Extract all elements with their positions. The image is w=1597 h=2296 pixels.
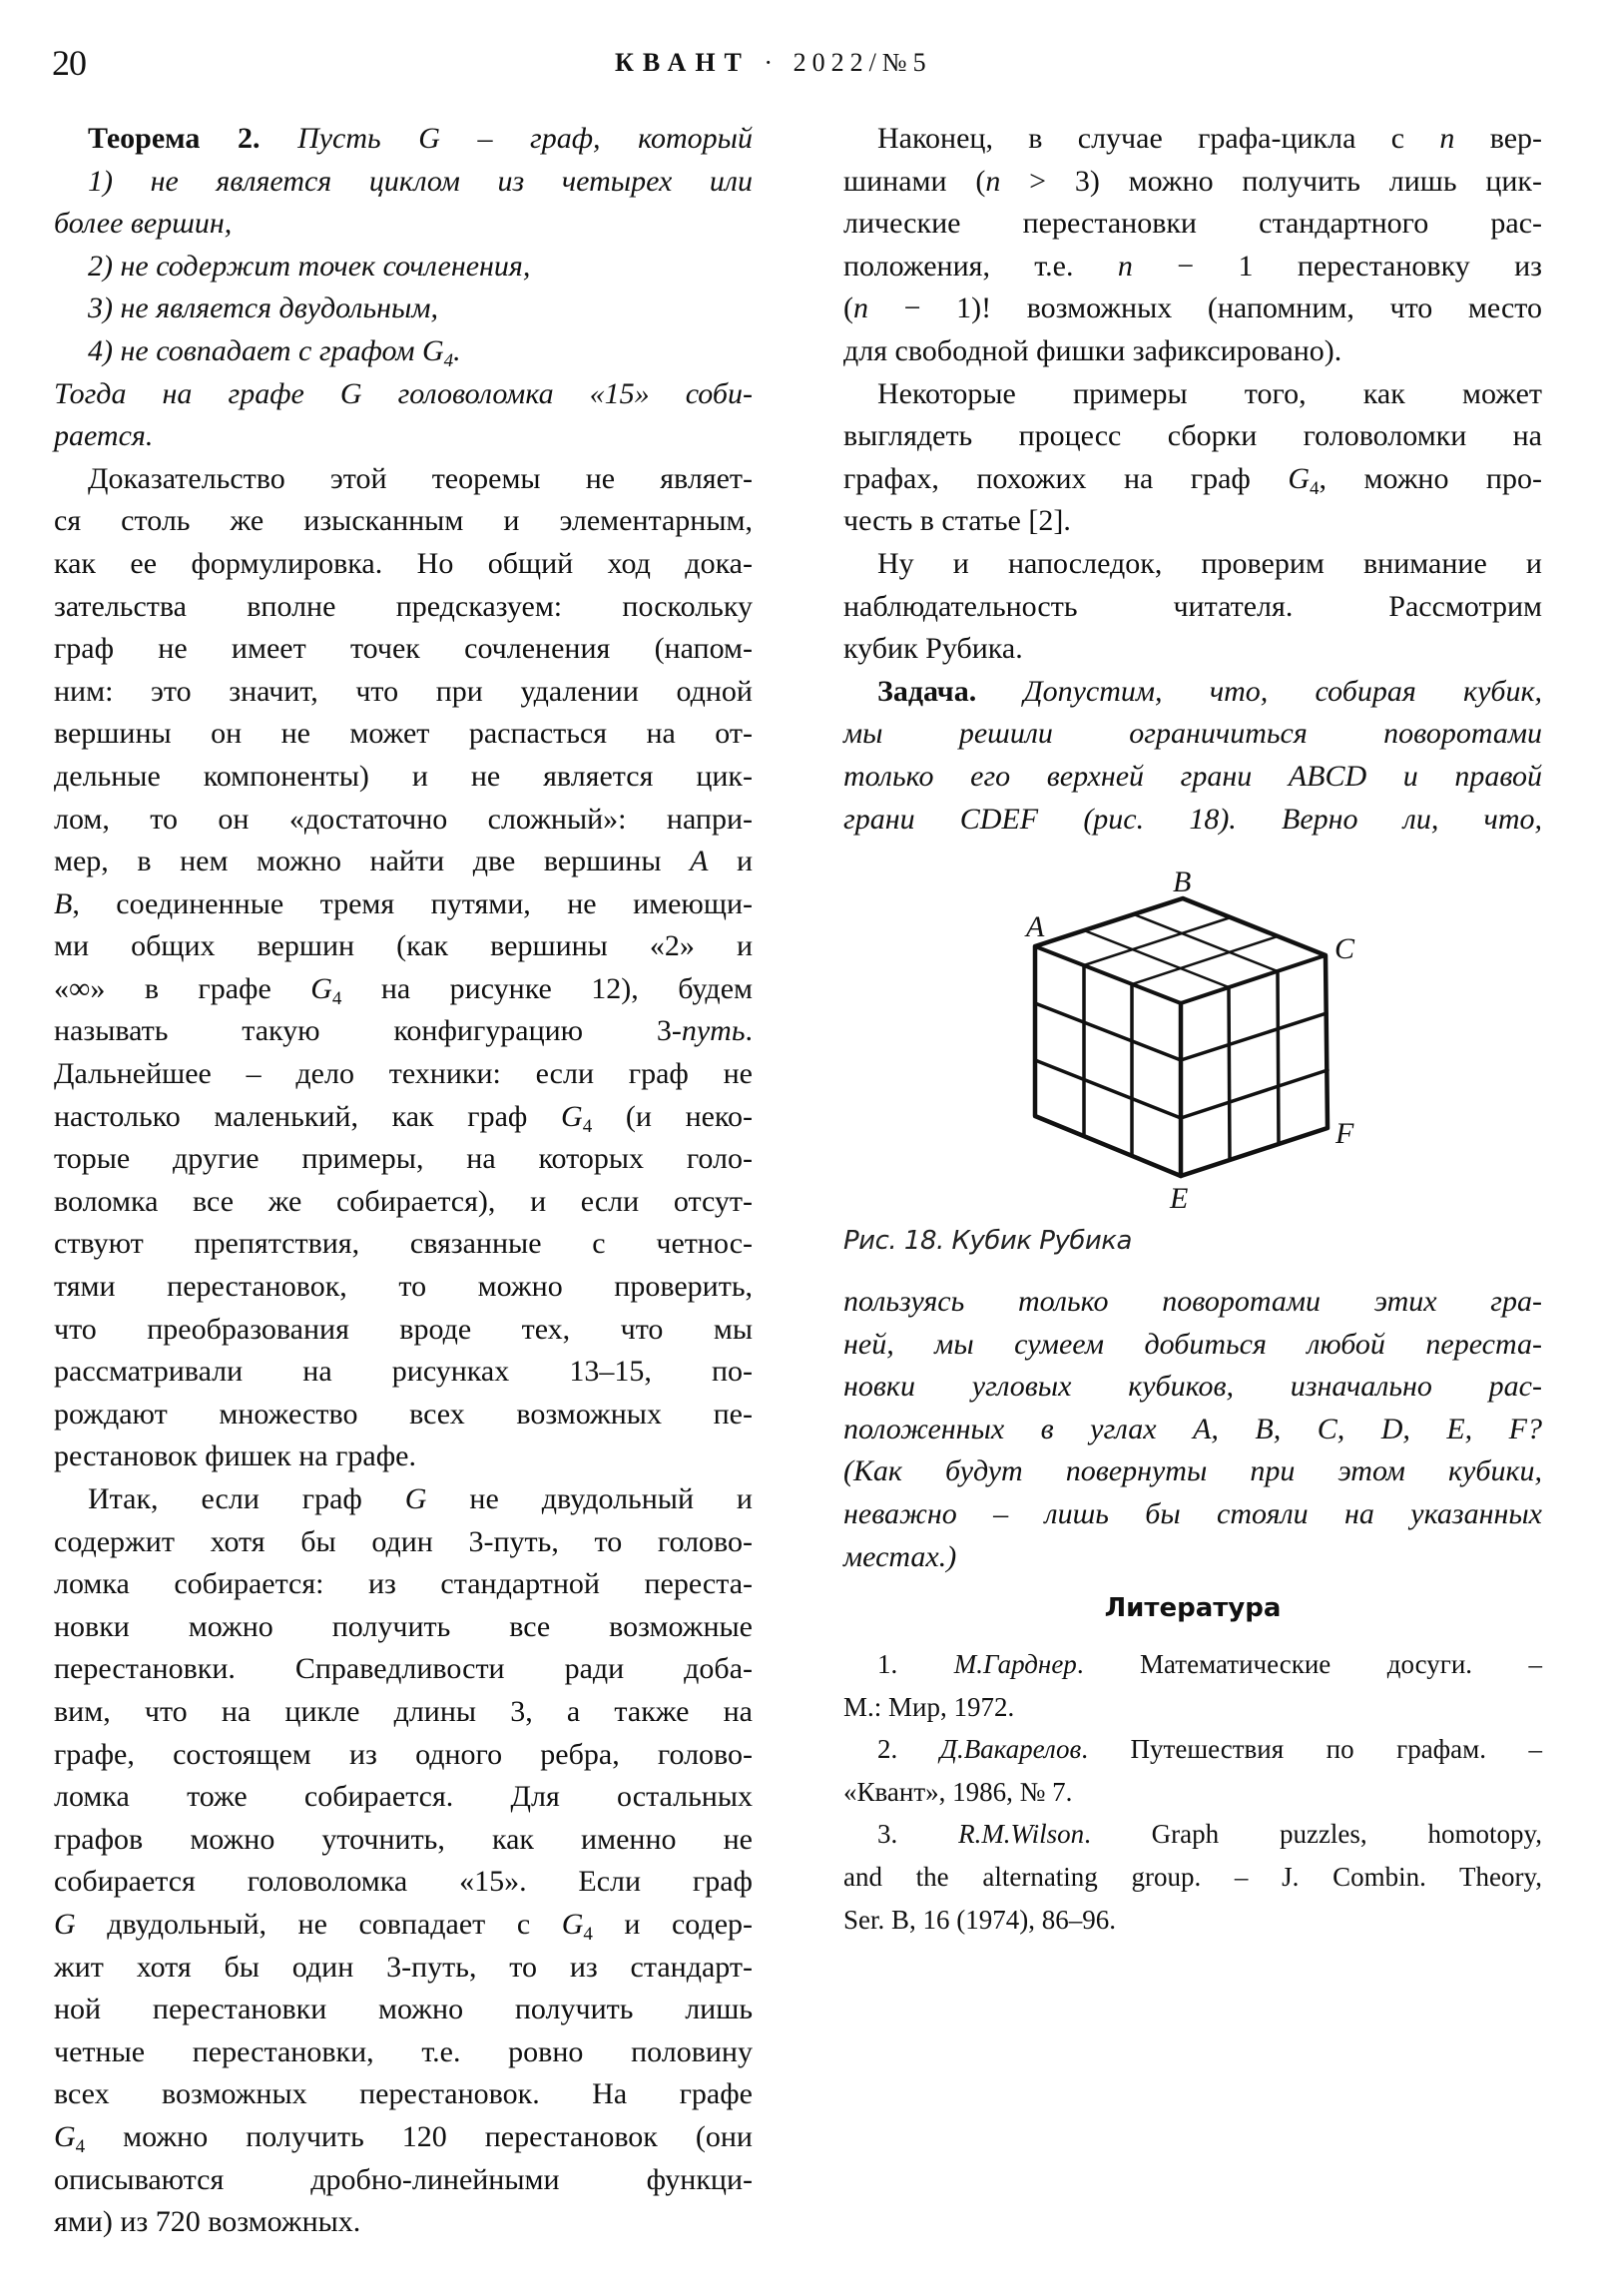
paragraph-line: неважно – лишь бы стояли на указанных <box>843 1496 1542 1530</box>
magazine-title: КВАНТ <box>615 48 751 77</box>
paragraph-line: вершины он не может распасться на от- <box>54 717 753 751</box>
paragraph-line: Наконец, в случае графа-цикла с n вер- <box>877 122 1543 155</box>
paragraph-line: (n − 1)! возможных (напомним, что место <box>843 291 1542 325</box>
theorem-conclusion: рается. <box>54 419 154 453</box>
paragraph-line: ломка тоже собирается. Для остальных <box>54 1780 753 1814</box>
paragraph-line: новки можно получить все возможные <box>54 1609 753 1643</box>
reference-item: 2. Д.Вакарелов. Путешествия по графам. – <box>877 1734 1543 1765</box>
paragraph-line: честь в статье [2]. <box>843 504 1071 538</box>
paragraph-line: собирается головоломка «15». Если граф <box>54 1865 753 1899</box>
theorem-heading <box>54 118 753 161</box>
paragraph-line: называть такую конфигурацию 3-путь. <box>54 1014 753 1048</box>
paragraph-line: ной перестановки можно получить лишь <box>54 1993 753 2026</box>
paragraph-line: торые другие примеры, на которых голо- <box>54 1142 753 1176</box>
vertex-label-c: C <box>1334 932 1355 965</box>
vertex-label-a: A <box>1026 910 1045 943</box>
paragraph-line: для свободной фишки зафиксировано). <box>843 333 1342 367</box>
theorem-conclusion: Тогда на графе G головоломка «15» соби- <box>54 376 753 410</box>
paragraph-line: дельные компоненты) и не является цик- <box>54 759 753 793</box>
paragraph-line: B, соединенные тремя путями, не имеющи- <box>54 886 753 920</box>
paragraph-line: грани CDEF (рис. 18). Верно ли, что, <box>843 802 1542 836</box>
paragraph-line: ней, мы сумеем добиться любой переста- <box>843 1327 1542 1361</box>
paragraph-line: описываются дробно-линейными функци- <box>54 2162 753 2196</box>
paragraph-line: G двудольный, не совпадает с $G_4$ и содер- <box>54 1907 754 1945</box>
paragraph-line: $G_4$ можно получить 120 перестановок (они <box>54 2119 753 2157</box>
paragraph-line: только его верхней грани ABCD и правой <box>843 759 1542 793</box>
paragraph-line: настолько маленький, как граф $G_4$ (и неко- <box>54 1099 753 1137</box>
paragraph-line: ним: это значит, что при удалении одной <box>54 674 753 708</box>
paragraph-line: вим, что на цикле длины 3, а также на <box>54 1694 753 1728</box>
reference-item-cont: М.: Мир, 1972. <box>843 1691 1015 1722</box>
reference-item: 1. М.Гарднер. Математические досуги. – <box>877 1649 1543 1679</box>
issue-number: 2022/№5 <box>793 48 932 77</box>
paragraph-line: воломка все же собирается), и если отсут- <box>54 1184 753 1218</box>
paragraph-line: Ну и напоследок, проверим внимание и <box>877 546 1542 580</box>
paragraph-line: мы решили ограничиться поворотами <box>843 717 1542 751</box>
paragraph-line: содержит хотя бы один 3-путь, то голово- <box>54 1524 753 1558</box>
paragraph-line: жит хотя бы один 3-путь, то из стандарт- <box>54 1950 753 1984</box>
paragraph-line: графов можно уточнить, как именно не <box>54 1822 753 1856</box>
paragraph-line: перестановки. Справедливости ради доба- <box>54 1652 753 1686</box>
vertex-label-f: F <box>1335 1117 1354 1150</box>
paragraph-line: положения, т.е. n − 1 перестановку из <box>843 249 1542 283</box>
paragraph-line: лические перестановки стандартного рас- <box>843 207 1542 241</box>
paragraph-line: Некоторые примеры того, как может <box>877 376 1542 410</box>
paragraph-line: лом, то он «достаточно сложный»: напри- <box>54 802 753 836</box>
paragraph-line: выглядеть процесс сборки головоломки на <box>843 419 1542 453</box>
vertex-label-e: E <box>1170 1182 1189 1215</box>
reference-list <box>843 1643 1542 1941</box>
right-column <box>843 118 1542 841</box>
vertex-label-b: B <box>1173 865 1192 898</box>
paragraph-line: ломка собирается: из стандартной переста- <box>54 1567 753 1601</box>
theorem-condition: более вершин, <box>54 207 233 241</box>
paragraph-line: ствуют препятствия, связанные с четнос- <box>54 1227 753 1261</box>
paragraph-line: тями перестановок, то можно проверить, <box>54 1270 753 1304</box>
theorem-intro: Пусть G – граф, который <box>297 122 753 155</box>
theorem-condition: 2) не содержит точек сочленения, <box>88 249 531 283</box>
paragraph-line: шинами (n > 3) можно получить лишь цик- <box>843 164 1542 198</box>
paragraph-line: графе, состоящем из одного ребра, голово- <box>54 1737 753 1771</box>
paragraph-line: графах, похожих на граф $G_4$, можно про- <box>843 461 1542 499</box>
paragraph-line: (Как будут повернуты при этом кубики, <box>843 1454 1542 1488</box>
paragraph-line: что преобразования вроде тех, что мы <box>54 1312 753 1346</box>
left-column <box>54 118 753 2244</box>
paragraph-line: пользуясь только поворотами этих гра- <box>843 1285 1542 1318</box>
paragraph-line: Дальнейшее – дело техники: если граф не <box>54 1057 753 1091</box>
paragraph-line: Доказательство этой теоремы не являет- <box>88 461 753 495</box>
reference-item-cont: «Квант», 1986, № 7. <box>843 1776 1073 1807</box>
paragraph-line: «∞» в графе $G_4$ на рисунке 12), будем <box>54 971 753 1009</box>
reference-item: 3. R.M.Wilson. Graph puzzles, homotopy, <box>877 1819 1542 1850</box>
task-label: Задача. <box>877 674 977 708</box>
paragraph-line: кубик Рубика. <box>843 632 1023 666</box>
paragraph-line: рождают множество всех возможных пе- <box>54 1397 753 1431</box>
theorem-condition: 3) не является двудольным, <box>88 291 438 325</box>
theorem-label: Теорема 2. <box>88 122 261 155</box>
figure-caption: Рис. 18. Кубик Рубика <box>843 1226 1132 1256</box>
running-head <box>615 48 932 78</box>
paragraph-line: зательства вполне предсказуем: поскольку <box>54 589 753 623</box>
paragraph-line: четные перестановки, т.е. ровно половину <box>54 2034 753 2068</box>
paragraph-line: как ее формулировка. Но общий ход дока- <box>54 546 753 580</box>
paragraph-line: ями) из 720 возможных. <box>54 2205 361 2239</box>
page-number: 20 <box>52 43 86 83</box>
task-heading: Задача. Допустим, что, собирая кубик, <box>877 674 1543 708</box>
header-separator: · <box>764 48 781 77</box>
paragraph-line: новки угловых кубиков, изначально рас- <box>843 1370 1542 1404</box>
reference-item-cont: Ser. B, 16 (1974), 86–96. <box>843 1904 1116 1935</box>
paragraph-line: рестановок фишек на графе. <box>54 1439 416 1473</box>
rubiks-cube-figure <box>998 849 1417 1228</box>
paragraph-line: граф не имеет точек сочленения (напом- <box>54 632 753 666</box>
reference-item-cont: and the alternating group. – J. Combin. Theory, <box>843 1861 1542 1892</box>
paragraph-line: ми общих вершин (как вершины «2» и <box>54 929 753 963</box>
paragraph-line: рассматривали на рисунках 13–15, по- <box>54 1355 753 1389</box>
literature-heading: Литература <box>1104 1593 1282 1623</box>
paragraph-line: всех возможных перестановок. На графе <box>54 2077 753 2111</box>
task-continuation <box>843 1281 1542 1578</box>
theorem-condition: 4) не совпадает с графом $G_4$. <box>88 333 461 371</box>
paragraph-line: местах.) <box>843 1539 957 1573</box>
paragraph-line: Итак, если граф G не двудольный и <box>88 1482 753 1515</box>
paragraph-line: мер, в нем можно найти две вершины A и <box>54 845 753 878</box>
paragraph-line: наблюдательность читателя. Рассмотрим <box>843 589 1542 623</box>
paragraph-line: ся столь же изысканным и элементарным, <box>54 504 753 538</box>
theorem-condition: 1) не является циклом из четырех или <box>88 164 753 198</box>
paragraph-line: положенных в углах A, B, C, D, E, F? <box>843 1412 1542 1445</box>
